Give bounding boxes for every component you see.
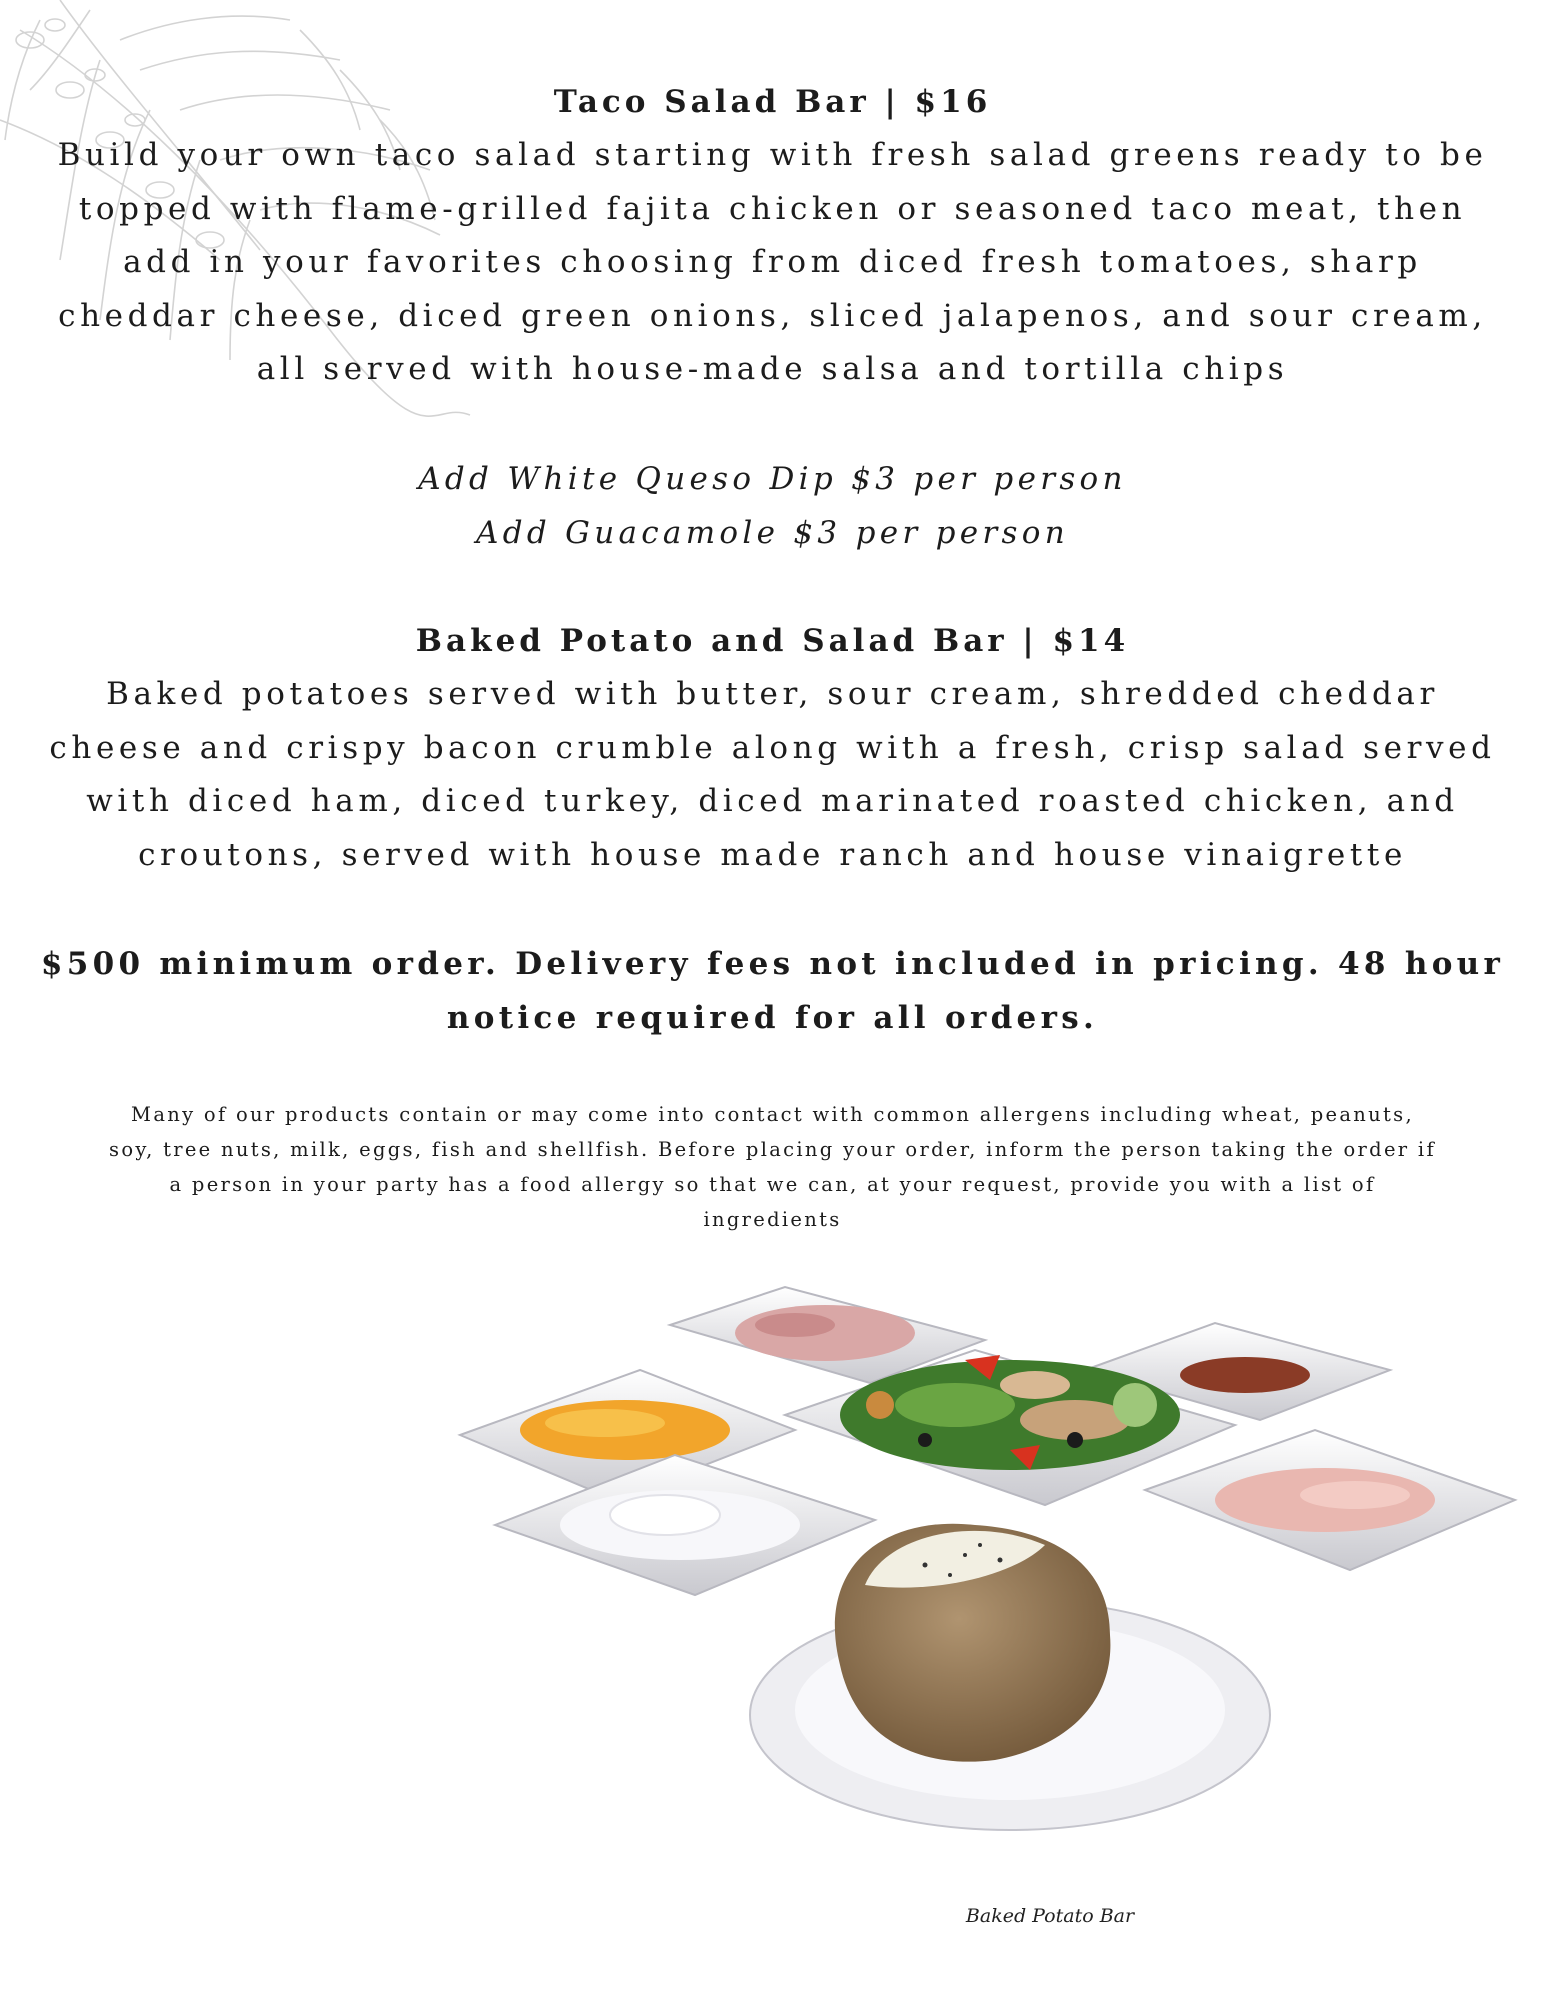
taco-desc-line: add in your favorites choosing from diced fresh tomatoes, sharp	[123, 244, 1422, 280]
allergen-line: Many of our products contain or may come into contact with common allergens including wheat, peanuts,	[131, 1103, 1414, 1126]
potato-desc-line: croutons, served with house made ranch and house vinaigrette	[138, 836, 1407, 873]
baked-potato-bar-photo	[455, 1265, 1545, 1865]
taco-desc-line: Build your own taco salad starting with fresh salad greens ready to be	[57, 137, 1488, 173]
sour-cream-bowl	[495, 1455, 875, 1595]
turkey-bowl	[1145, 1430, 1515, 1570]
taco-desc-line: topped with flame-grilled fajita chicken or seasoned taco meat, then	[78, 190, 1467, 227]
addon-guacamole: Add Guacamole $3 per person	[476, 515, 1069, 551]
potato-desc-line: Baked potatoes served with butter, sour cream, shredded cheddar	[106, 676, 1439, 712]
photo-caption: Baked Potato Bar	[965, 1905, 1135, 1927]
allergen-disclaimer	[0, 1097, 1545, 1237]
baked-potato-title	[0, 614, 1545, 668]
taco-salad-description	[0, 129, 1545, 397]
baked-potato	[835, 1524, 1111, 1762]
allergen-line: ingredients	[703, 1208, 842, 1231]
baked-potato-title-text: Baked Potato and Salad Bar | $14	[415, 623, 1130, 659]
order-notice	[0, 937, 1545, 1045]
allergen-line: soy, tree nuts, milk, eggs, fish and shellfish. Before placing your order, inform the person taking the order if	[109, 1138, 1436, 1161]
addon-queso: Add White Queso Dip $3 per person	[418, 461, 1127, 497]
taco-desc-line: all served with house-made salsa and tortilla chips	[256, 351, 1289, 387]
taco-salad-addons	[0, 452, 1545, 560]
notice-line: $500 minimum order. Delivery fees not included in pricing. 48 hour	[40, 946, 1505, 982]
potato-desc-line: with diced ham, diced turkey, diced marinated roasted chicken, and	[86, 783, 1459, 819]
taco-desc-line: cheddar cheese, diced green onions, sliced jalapenos, and sour cream,	[58, 297, 1487, 334]
baked-potato-description	[0, 668, 1545, 882]
taco-salad-title	[0, 75, 1545, 129]
taco-salad-title-text: Taco Salad Bar | $16	[553, 84, 992, 120]
allergen-line: a person in your party has a food allergy so that we can, at your request, provide you with a list of	[169, 1173, 1376, 1196]
potato-desc-line: cheese and crispy bacon crumble along with a fresh, crisp salad served	[49, 729, 1496, 766]
notice-line: notice required for all orders.	[446, 1000, 1099, 1036]
